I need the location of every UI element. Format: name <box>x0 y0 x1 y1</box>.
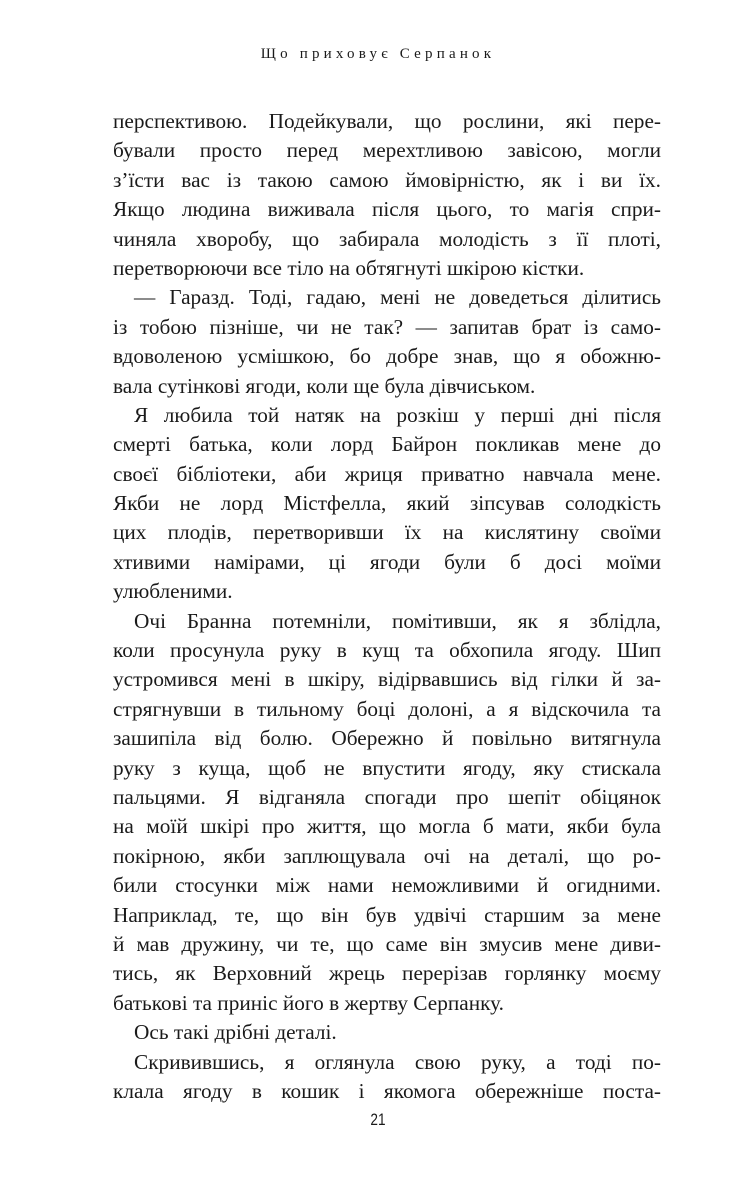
text-line: клала ягоду в кошик і якомога обережніше поста- <box>113 1078 661 1103</box>
text-line: батькові та приніс його в жертву Серпанку. <box>113 990 505 1015</box>
text-line: на моїй шкірі про життя, що могла б мати, якби була <box>113 814 661 839</box>
text-line: Якщо людина виживала після цього, то магія спри- <box>113 197 661 222</box>
text-line: перспективою. Подейкували, що рослини, які пере- <box>113 109 661 133</box>
text-line: Скривившись, я оглянула свою руку, а тоді по- <box>134 1049 661 1074</box>
text-line: з’їсти вас із такою самою ймовірністю, як і ви їх. <box>113 167 661 192</box>
text-line: коли просунула руку в кущ та обхопила ягоду. Шип <box>113 638 661 663</box>
text-line: своєї бібліотеки, аби жриця приватно навчала мене. <box>113 461 661 486</box>
text-line: смерті батька, коли лорд Байрон покликав мене до <box>113 432 661 457</box>
text-line: пальцями. Я відганяла спогади про шепіт обіцянок <box>113 784 661 809</box>
text-line: руку з куща, щоб не впустити ягоду, яку стискала <box>113 755 661 780</box>
text-line: улюбленими. <box>113 579 233 604</box>
text-line: із тобою пізніше, чи не так? — запитав брат із само- <box>113 314 661 339</box>
text-line: Якби не лорд Містфелла, який зіпсував солодкість <box>113 491 661 516</box>
paragraph <box>113 607 661 1018</box>
text-line: чиняла хворобу, що забирала молодість з її плоті, <box>113 226 661 251</box>
text-line: — Гаразд. Тоді, гадаю, мені не доведеться ділитись <box>134 285 661 310</box>
text-line: Я любила той натяк на розкіш у перші дні після <box>134 402 661 427</box>
paragraph <box>113 1018 661 1047</box>
text-line: хтивими намірами, ці ягоди були б досі моїми <box>113 549 661 574</box>
text-line: вала сутінкові ягоди, коли ще була дівчиськом. <box>113 373 536 398</box>
text-line: зашипіла від болю. Обережно й повільно витягнула <box>113 726 661 751</box>
page-body-text <box>113 107 661 1106</box>
text-line: тись, як Верховний жрець перерізав горлянку моєму <box>113 961 661 986</box>
running-header: Що приховує Серпанок <box>260 46 496 62</box>
text-line: Наприклад, те, що він був удвічі старшим за мене <box>113 902 661 927</box>
page-number: 21 <box>370 1110 386 1129</box>
text-line: цих плодів, перетворивши їх на кислятину своїми <box>113 520 661 545</box>
paragraph <box>113 107 661 283</box>
text-line: стрягнувши в тильному боці долоні, а я відскочила та <box>113 696 661 721</box>
text-line: Ось такі дрібні деталі. <box>134 1020 337 1045</box>
paragraph <box>113 1048 661 1107</box>
text-line: Очі Бранна потемніли, помітивши, як я зблідла, <box>134 608 661 633</box>
text-line: й мав дружину, чи те, що саме він змусив мене диви- <box>113 931 661 956</box>
text-line: бували просто перед мерехтливою завісою, могли <box>113 138 661 163</box>
text-line: устромився мені в шкіру, відірвавшись від гілки й за- <box>113 667 661 692</box>
paragraph <box>113 283 661 401</box>
text-line: покірною, якби заплющувала очі на деталі, що ро- <box>113 843 661 868</box>
text-line: били стосунки між нами неможливими й огидними. <box>113 873 661 898</box>
paragraph <box>113 401 661 607</box>
text-line: вдоволеною усмішкою, бо добре знав, що я обожню- <box>113 344 661 369</box>
text-line: перетворюючи все тіло на обтягнуті шкірою кістки. <box>113 255 585 280</box>
